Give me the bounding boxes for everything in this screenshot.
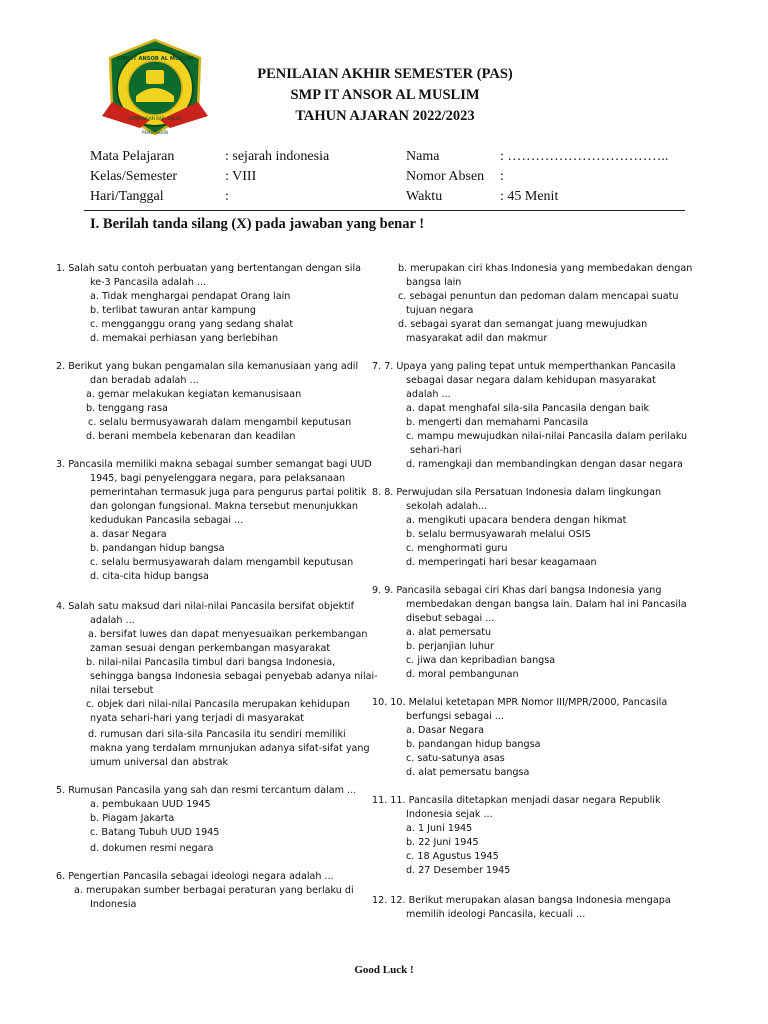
answer-option: c. objek dari nilai-nilai Pancasila merupakan kehidupan xyxy=(86,699,351,710)
question-line: dan golongan fungsional. Makna tersebut menunjukkan xyxy=(90,501,359,512)
question-line: ke-3 Pancasila adalah ... xyxy=(90,277,207,288)
answer-option: a. mengikuti upacara bendera dengan hikmat xyxy=(406,515,627,526)
answer-option: a. pembukaan UUD 1945 xyxy=(90,799,211,810)
answer-option: a. Tidak menghargai pendapat Orang lain xyxy=(90,291,291,302)
answer-option: d. memakai perhiasan yang berlebihan xyxy=(90,333,279,344)
answer-option: d. 27 Desember 1945 xyxy=(406,865,511,876)
answer-option: a. merupakan sumber berbagai peraturan yang berlaku di xyxy=(74,885,354,896)
answer-option: b. nilai-nilai Pancasila timbul dari bangsa Indonesia, xyxy=(86,657,336,668)
answer-option: d. berani membela kebenaran dan keadilan xyxy=(86,431,296,442)
logo-book xyxy=(146,70,164,84)
answer-option: a. Dasar Negara xyxy=(406,725,484,736)
answer-option: sehari-hari xyxy=(410,445,462,456)
question-line: kedudukan Pancasila sebagai ... xyxy=(90,515,244,526)
question-line: 7. 7. Upaya yang paling tepat untuk memperthankan Pancasila xyxy=(372,361,676,372)
answer-option: sehingga bangsa Indonesia sebagai penyebab adanya nilai- xyxy=(90,671,378,682)
question-line: 3. Pancasila memiliki makna sebagai sumber semangat bagi UUD xyxy=(56,459,372,470)
logo-ring-text-bottom: LEMBANGAN KAB. GALUH xyxy=(128,116,182,121)
answer-option: b. perjanjian luhur xyxy=(406,641,494,652)
question-line: 6. Pengertian Pancasila sebagai ideologi negara adalah ... xyxy=(56,871,334,882)
logo-banner-text: PEMBANGUN xyxy=(142,130,168,135)
answer-option: b. tenggang rasa xyxy=(86,403,168,414)
instruction-heading: I. Berilah tanda silang (X) pada jawaban yang benar ! xyxy=(90,216,425,232)
answer-option: c. mampu mewujudkan nilai-nilai Pancasila dalam perilaku xyxy=(406,431,688,442)
answer-option: d. moral pembangunan xyxy=(406,669,519,680)
info-class-value: : VIII xyxy=(225,169,257,184)
question-line: adalah ... xyxy=(406,389,451,400)
answer-option: b. pandangan hidup bangsa xyxy=(90,543,225,554)
answer-option: c. satu-satunya asas xyxy=(406,753,505,764)
info-divider xyxy=(84,210,685,211)
answer-option: b. mengerti dan memahami Pancasila xyxy=(406,417,589,428)
question-line: sebagai dasar negara dalam kehidupan masyarakat xyxy=(406,375,656,386)
header-exam-title: PENILAIAN AKHIR SEMESTER (PAS) xyxy=(257,66,513,82)
answer-option: bangsa lain xyxy=(406,277,462,288)
info-absen-label: Nomor Absen xyxy=(406,169,485,184)
question-line: 12. 12. Berikut merupakan alasan bangsa Indonesia mengapa xyxy=(372,895,671,906)
info-time-label: Waktu xyxy=(406,189,443,204)
answer-option: umum universal dan abstrak xyxy=(90,757,229,768)
info-absen-value: : xyxy=(500,169,504,184)
info-time-value: : 45 Menit xyxy=(500,189,559,204)
answer-option: a. alat pemersatu xyxy=(406,627,492,638)
answer-option: b. 22 Juni 1945 xyxy=(406,837,479,848)
info-subject-label: Mata Pelajaran xyxy=(90,149,175,164)
answer-option: a. dapat menghafal sila-sila Pancasila dengan baik xyxy=(406,403,650,414)
answer-option: d. cita-cita hidup bangsa xyxy=(90,571,209,582)
info-name-label: Nama xyxy=(406,149,440,164)
question-line: 10. 10. Melalui ketetapan MPR Nomor III/MPR/2000, Pancasila xyxy=(372,697,668,708)
info-date-value: : xyxy=(225,189,229,204)
answer-option: c. mengganggu orang yang sedang shalat xyxy=(90,319,294,330)
answer-option: a. bersifat luwes dan dapat menyesuaikan perkembangan xyxy=(88,629,368,640)
answer-option: c. menghormati guru xyxy=(406,543,508,554)
question-line: 9. 9. Pancasila sebagai ciri Khas dari bangsa Indonesia yang xyxy=(372,585,662,596)
answer-option: b. merupakan ciri khas Indonesia yang membedakan dengan xyxy=(398,263,693,274)
question-line: Indonesia sejak ... xyxy=(406,809,493,820)
header-school-name: SMP IT ANSOR AL MUSLIM xyxy=(290,87,480,103)
info-subject-value: : sejarah indonesia xyxy=(225,149,330,164)
answer-option: zaman sesuai dengan perkembangan masyarakat xyxy=(90,643,331,654)
logo-ring-text-top: SMP IT ANSOR AL MUSLIM xyxy=(116,56,194,62)
answer-option: b. terlibat tawuran antar kampung xyxy=(90,305,256,316)
answer-option: c. selalu bermusyawarah dalam mengambil keputusan xyxy=(90,557,354,568)
answer-option: a. dasar Negara xyxy=(90,529,167,540)
answer-option: b. selalu bermusyawarah melalui OSIS xyxy=(406,529,591,540)
header-academic-year: TAHUN AJARAN 2022/2023 xyxy=(295,108,475,124)
info-name-value: : …………………………….. xyxy=(500,149,669,164)
question-line: membedakan dengan bangsa lain. Dalam hal ini Pancasila xyxy=(406,599,687,610)
answer-option: d. alat pemersatu bangsa xyxy=(406,767,530,778)
question-line: 4. Salah satu maksud dari nilai-nilai Pancasila bersifat objektif xyxy=(56,601,354,612)
school-logo xyxy=(100,36,210,140)
answer-option: a. gemar melakukan kegiatan kemanusisaan xyxy=(86,389,302,400)
answer-option: makna yang terdalam mrnunjukan adanya sifat-sifat yang xyxy=(90,743,370,754)
answer-option: d. dokumen resmi negara xyxy=(90,843,214,854)
question-line: 2. Berikut yang bukan pengamalan sila kemanusiaan yang adil xyxy=(56,361,359,372)
answer-option: Indonesia xyxy=(90,899,137,910)
info-date-label: Hari/Tanggal xyxy=(90,189,164,204)
answer-option: d. ramengkaji dan membandingkan dengan dasar negara xyxy=(406,459,683,470)
answer-option: d. memperingati hari besar keagamaan xyxy=(406,557,597,568)
question-line: 8. 8. Perwujudan sila Persatuan Indonesia dalam lingkungan xyxy=(372,487,662,498)
answer-option: a. 1 Juni 1945 xyxy=(406,823,473,834)
question-line: sekolah adalah... xyxy=(406,501,488,512)
answer-option: d. rumusan dari sila-sila Pancasila itu sendiri memiliki xyxy=(88,729,346,740)
question-line: pemerintahan termasuk juga para pengurus partai politik xyxy=(90,487,367,498)
answer-option: c. jiwa dan kepribadian bangsa xyxy=(406,655,556,666)
question-line: 5. Rumusan Pancasila yang sah dan resmi tercantum dalam ... xyxy=(56,785,357,796)
answer-option: tujuan negara xyxy=(406,305,474,316)
question-line: dan beradab adalah ... xyxy=(90,375,199,386)
question-line: adalah ... xyxy=(90,615,135,626)
question-line: disebut sebagai ... xyxy=(406,613,495,624)
answer-option: c. 18 Agustus 1945 xyxy=(406,851,499,862)
answer-option: d. sebagai syarat dan semangat juang mewujudkan xyxy=(398,319,648,330)
answer-option: b. Piagam Jakarta xyxy=(90,813,175,824)
document-header xyxy=(200,64,570,127)
question-line: memilih ideologi Pancasila, kecuali ... xyxy=(406,909,586,920)
answer-option: masyarakat adil dan makmur xyxy=(406,333,548,344)
answer-option: c. selalu bermusyawarah dalam mengambil keputusan xyxy=(88,417,352,428)
answer-option: c. Batang Tubuh UUD 1945 xyxy=(90,827,220,838)
question-line: berfungsi sebagai ... xyxy=(406,711,504,722)
answer-option: nilai tersebut xyxy=(90,685,154,696)
footer-good-luck: Good Luck ! xyxy=(354,964,414,976)
info-class-label: Kelas/Semester xyxy=(90,169,178,184)
answer-option: b. pandangan hidup bangsa xyxy=(406,739,541,750)
question-line: 1945, bagi penyelenggara negara, para pelaksanaan xyxy=(90,473,346,484)
question-line: 1. Salah satu contoh perbuatan yang bertentangan dengan sila xyxy=(56,263,362,274)
answer-option: c. sebagai penuntun dan pedoman dalam mencapai suatu xyxy=(398,291,679,302)
question-line: 11. 11. Pancasila ditetapkan menjadi dasar negara Republik xyxy=(372,795,661,806)
answer-option: nyata sehari-hari yang terjadi di masyarakat xyxy=(90,713,305,724)
